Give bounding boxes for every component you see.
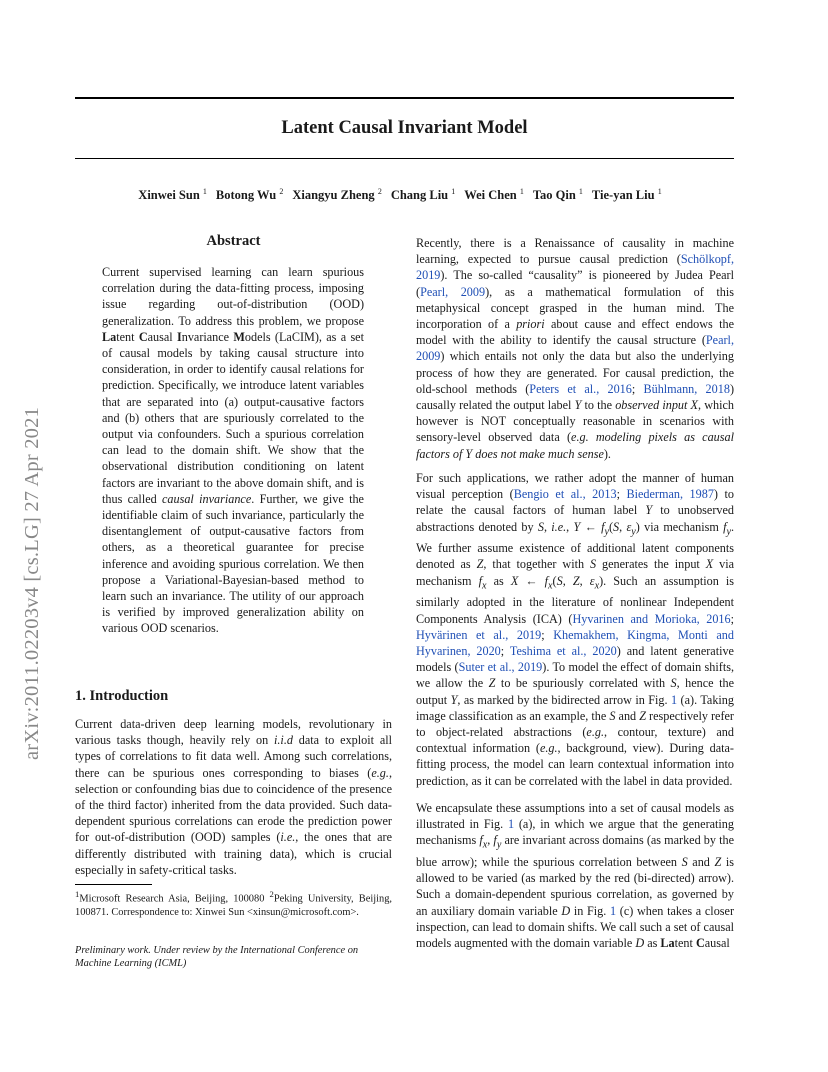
- author-name: Tao Qin: [532, 188, 576, 202]
- author-affiliation: 1: [202, 187, 207, 196]
- author-name: Xiangyu Zheng: [292, 188, 375, 202]
- arxiv-stamp: [21, 285, 47, 760]
- author-affiliation: 2: [377, 187, 382, 196]
- title-rule-bottom: [75, 158, 734, 159]
- author-name: Xinwei Sun: [138, 188, 200, 202]
- footnote-rule: [75, 884, 152, 885]
- author-affiliation: 1: [519, 187, 524, 196]
- abstract-body: Current supervised learning can learn spurious correlation during the data-fitting process, imposing issue regarding out-of-distribution (OOD) generalization. To address this problem, we propose Latent Causal Invariance Models (LaCIM), as a set of causal models by taking causal structure into consideration, in order to identify causal relations for prediction. Specifically, we introduce latent variables that are separated into (a) output-causative factors and (b) others that are spuriously correlated to the output via confounders. Such a spurious correlation can lead to the domain shift. We show that the observational distribution conditioning on latent factors are invariant to the above domain shift, and is thus called causal invariance. Further, we give the identifiable claim of such invariance, particularly the disentanglement of output-causative factors from others, as a theoretical guarantee for precise inference and avoiding spurious correlation. We then propose a Variational-Bayesian-based method to learn such an invariance. The utility of our approach is verified by improved generalization ability on various OOD scenarios.: [102, 265, 364, 636]
- arxiv-stamp-text: arXiv:2011.02203v4 [cs.LG] 27 Apr 2021: [21, 406, 43, 760]
- right-paragraph-1: Recently, there is a Renaissance of causality in machine learning, expected to pursue causal prediction (Schölkopf, 2019). The so-called “causality” is pioneered by Judea Pearl (Pearl, 2009), as a mathematical formulation of this metaphysical concept grasped in the human mind. The incorporation of a priori about cause and effect endows the model with the ability to identify the causal structure (Pearl, 2009) which entails not only the data but also the underlying process of how they are generated. For causal prediction, the old-school methods (Peters et al., 2016; Bühlmann, 2018) causally related the output label Y to the observed input X, which however is NOT conceptually reasonable in scenarios with sensory-level observed data (e.g. modeling pixels as causal factors of Y does not make much sense).: [416, 236, 735, 461]
- paper-title: Latent Causal Invariant Model: [281, 118, 528, 138]
- section-heading-introduction: 1. Introduction: [75, 688, 169, 704]
- author-affiliation: 2: [279, 187, 284, 196]
- preliminary-note: Preliminary work. Under review by the International Conference on Machine Learning (ICML): [75, 945, 359, 970]
- title-rule-top: [75, 97, 734, 99]
- author-affiliation: 1: [578, 187, 583, 196]
- intro-paragraph: Current data-driven deep learning models, revolutionary in various tasks though, heavily rely on i.i.d data to exploit all types of correlations to fit data well. Among such correlations, there can be spurious ones corresponding to biases (e.g., selection or confounding bias due to coincidence of the presence of the third factor) inherited from the data provided. Such data-dependent spurious correlations can erode the prediction power for out-of-distribution (OOD) samples (i.e., the ones that are differently distributed with training data), which is crucial especially in safety-critical tasks.: [75, 717, 392, 877]
- author-name: Tie-yan Liu: [591, 188, 655, 202]
- author-list: [75, 187, 734, 203]
- abstract-heading: Abstract: [206, 233, 261, 249]
- right-paragraph-3: We encapsulate these assumptions into a set of causal models as illustrated in Fig. 1 (a), in which we argue that the generating mechanisms $f_x$, $f_y$ are invariant across domains (as marked by the blue arrow); while the spurious correlation between S and Z is allowed to be varied (as marked by the red (bi-directed) arrow). Such a domain-dependent spurious correlation, as governed by an auxiliary domain variable D in Fig. 1 (c) when takes a closer inspection, can lead to domain shifts. We call such a set of causal models augmented with the domain variable D as Latent Causal: [416, 801, 734, 951]
- right-paragraph-2: For such applications, we rather adopt the manner of human visual perception (Bengio et al., 2013; Biederman, 1987) to relate the causal factors of human label Y to unobserved abstractions denoted by S, i.e., Y ← $f_y(S$, $\varepsilon_y$) via mechanism $f_y$. We further assume existence of additional latent components denoted as Z, that together with S generates the input X via mechanism $f_x$ as X ← $f_x(S$, Z, $\varepsilon_x$). Such an assumption is similarly adopted in the literature of nonlinear Independent Components Analysis (ICA) (Hyvarinen and Morioka, 2016; Hyvärinen et al., 2019; Khemakhem, Kingma, Monti and Hyvarinen, 2020; Teshima et al., 2020) and latent generative models (Suter et al., 2019). To model the effect of domain shifts, we allow the Z to be spuriously correlated with S, hence the output Y, as marked by the bidirected arrow in Fig. 1 (a). Taking image classification as an example, the S and Z respectively refer to object-related abstractions (e.g., contour, texture) and contextual information (e.g., background, view). During data-fitting process, the model can learn contextual information into prediction, as it can be correlated with the label in data provided.: [416, 471, 735, 788]
- author-name: Wei Chen: [464, 188, 517, 202]
- author-affiliation: 1: [451, 187, 456, 196]
- footnote: $^1$Microsoft Research Asia, Beijing, 100080 $^2$Peking University, Beijing, 100871. Correspondence to: Xinwei Sun <xinsun@microsoft.com>.: [75, 889, 392, 918]
- author-name: Chang Liu: [390, 188, 449, 202]
- author-name: Botong Wu: [215, 188, 277, 202]
- author-affiliation: 1: [657, 187, 662, 196]
